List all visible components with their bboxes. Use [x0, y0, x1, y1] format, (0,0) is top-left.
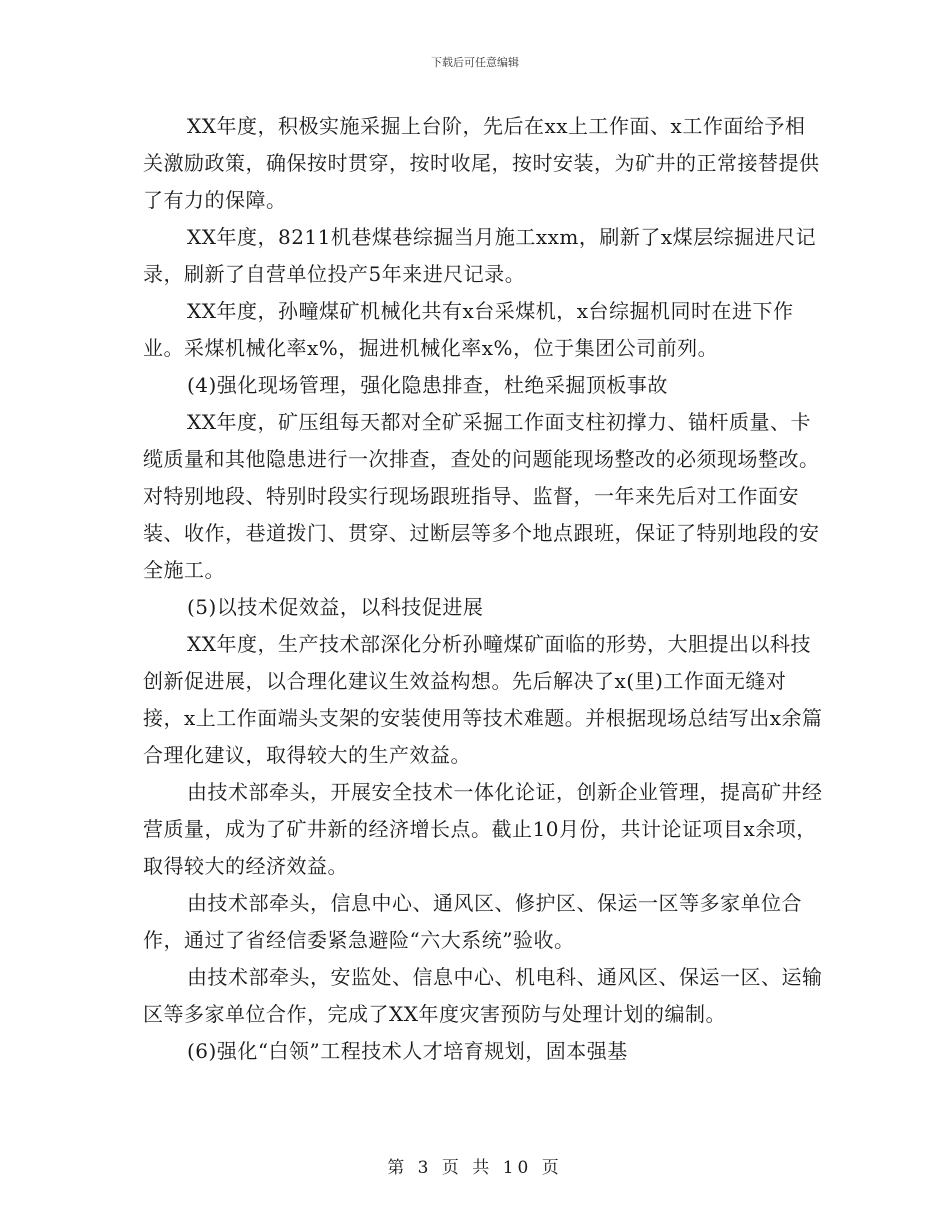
document-body	[143, 108, 823, 1070]
paragraph-safety-tech-integration: 由技术部牵头，开展安全技术一体化论证，创新企业管理，提高矿井经营质量，成为了矿井新的经济增长点。截止10月份，共计论证项目x余项，取得较大的经济效益。	[143, 780, 823, 878]
paragraph-hazard-inspection: XX年度，矿压组每天都对全矿采掘工作面支柱初撑力、锚杆质量、卡缆质量和其他隐患进行一次排查，查处的问题能现场整改的必须现场整改。对特别地段、特别时段实行现场跟班指导、监督，一年来先后对工作面安装、收作，巷道拨门、贯穿、过断层等多个地点跟班，保证了特别地段的安全施工。	[143, 410, 820, 582]
paragraph-tech-innovation: XX年度，生产技术部深化分析孙疃煤矿面临的形势，大胆提出以科技创新促进展，以合理化建议生效益构想。先后解决了x(里)工作面无缝对接，x上工作面端头支架的安装使用等技术难题。并根据现场总结写出x余篇合理化建议，取得较大的生产效益。	[143, 632, 823, 767]
page-number-footer: 第 3 页 共 10 页	[387, 1158, 563, 1178]
paragraph-8211-roadway: XX年度，8211机巷煤巷综掘当月施工xxm，刷新了x煤层综掘进尺记录，刷新了自营单位投产5年来进尺记录。	[143, 225, 817, 286]
paragraph-disaster-plan: 由技术部牵头，安监处、信息中心、机电科、通风区、保运一区、运输区等多家单位合作，完成了XX年度灾害预防与处理计划的编制。	[143, 965, 823, 1026]
page-header-note: 下载后可任意编辑	[431, 56, 519, 69]
paragraph-mechanization: XX年度，孙疃煤矿机械化共有x台采煤机，x台综掘机同时在进下作业。采煤机械化率x%，掘进机械化率x%，位于集团公司前列。	[143, 299, 794, 360]
section-heading-4: (4)强化现场管理，强化隐患排查，杜绝采掘顶板事故	[187, 373, 668, 397]
paragraph-mining-progress: XX年度，积极实施采掘上台阶，先后在xx上工作面、x工作面给予相关激励政策，确保按时贯穿，按时收尾，按时安装，为矿井的正常接替提供了有力的保障。	[143, 114, 820, 212]
section-heading-6: (6)强化“白领”工程技术人才培育规划，固本强基	[187, 1039, 628, 1063]
section-heading-5: (5)以技术促效益，以科技促进展	[187, 595, 484, 619]
paragraph-six-systems: 由技术部牵头，信息中心、通风区、修护区、保运一区等多家单位合作，通过了省经信委紧急避险“六大系统”验收。	[143, 891, 802, 952]
